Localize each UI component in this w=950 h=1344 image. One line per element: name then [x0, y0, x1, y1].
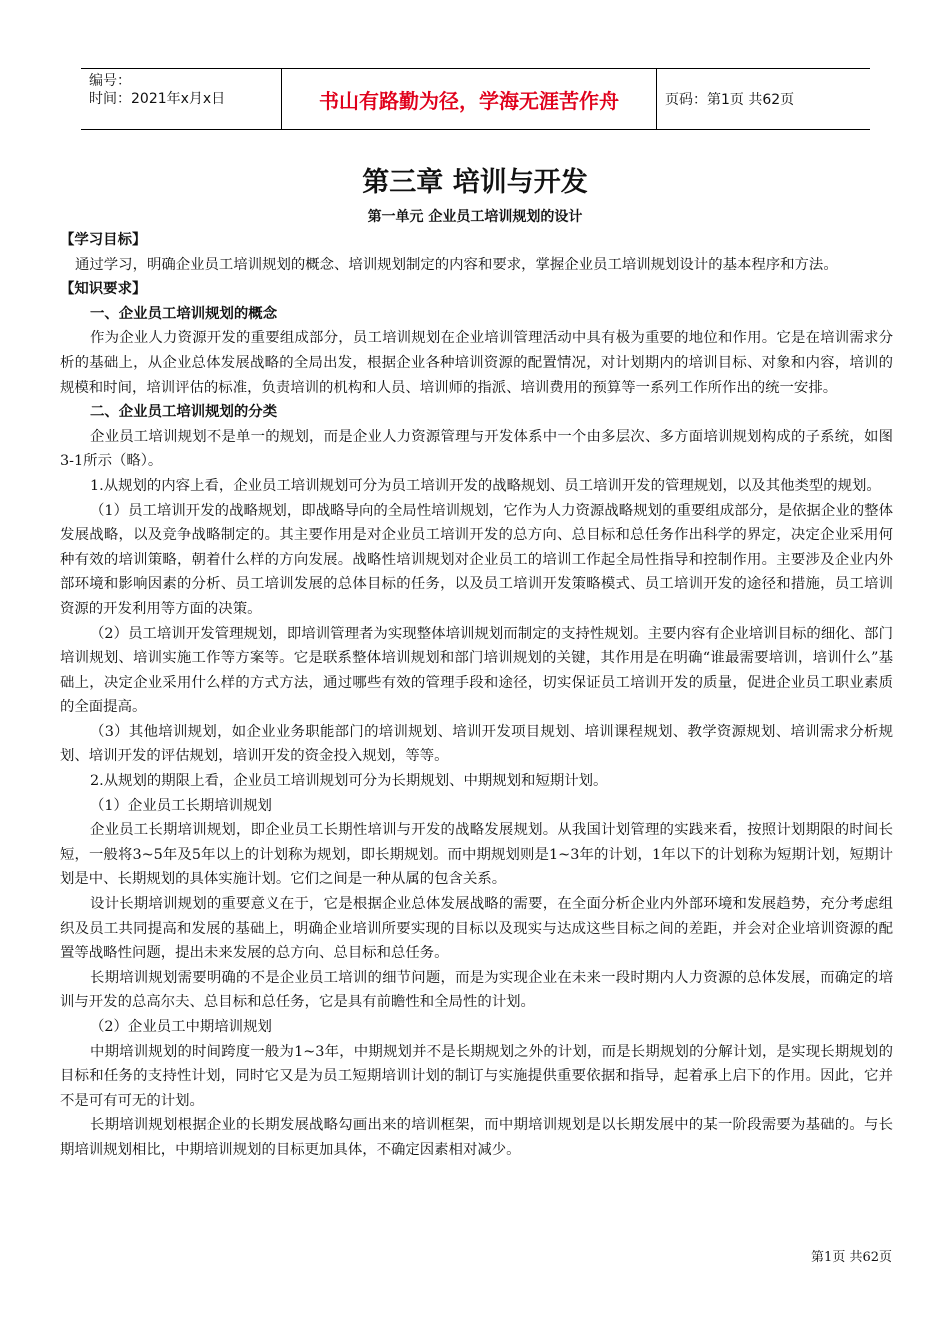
paragraph: （1）企业员工长期培训规划	[90, 797, 272, 814]
page-footer: 第1页 共62页	[811, 1250, 892, 1265]
paragraph: （2）企业员工中期培训规划	[90, 1019, 272, 1035]
subsection-heading: 二、企业员工培训规划的分类	[90, 404, 278, 421]
paragraph: 长期培训规划需要明确的不是企业员工培训的细节问题，而是为实现企业在未来一段时期内人力资源的总体发展，而确定的培训与开发的总高尔夫、总目标和总任务，它是具有前瞻性和全局性的计划。	[60, 969, 893, 1011]
unit-title: 第一单元 企业员工培训规划的设计	[367, 209, 583, 225]
paragraph: 企业员工长期培训规划，即企业员工长期性培训与开发的战略发展规划。从我国计划管理的实践来看，按照计划期限的时间长短，一般将3~5年及5年以上的计划称为规划，即长期规划。而中期规划则是1~3年的计划，1年以下的计划称为短期计划，短期计划是中、长期规划的具体实施计划。它们之间是一种从属的包含关系。	[60, 822, 893, 888]
chapter-title: 第三章 培训与开发	[362, 167, 588, 198]
paragraph: 作为企业人力资源开发的重要组成部分，员工培训规划在企业培训管理活动中具有极为重要的地位和作用。它是在培训需求分析的基础上，从企业总体发展战略的全局出发，根据企业各种培训资源的配置情况，对计划期内的培训目标、对象和内容，培训的规模和时间，培训评估的标准，负责培训的机构和人员、培训师的指派、培训费用的预算等一系列工作所作出的统一安排。	[60, 330, 893, 396]
section-heading: 【学习目标】	[60, 232, 147, 248]
subsection-heading: 一、企业员工培训规划的概念	[90, 305, 278, 322]
paragraph: （3）其他培训规划，如企业业务职能部门的培训规划、培训开发项目规划、培训课程规划、教学资源规划、培训需求分析规划、培训开发的评估规划，培训开发的资金投入规划，等等。	[60, 723, 893, 765]
paragraph: 1.从规划的内容上看，企业员工培训规划可分为员工培训开发的战略规划、员工培训开发的管理规划，以及其他类型的规划。	[90, 477, 881, 494]
number-label: 编号：	[89, 73, 131, 89]
paragraph: 企业员工培训规划不是单一的规划，而是企业人力资源管理与开发体系中一个由多层次、多方面培训规划构成的子系统，如图3-1所示（略）。	[60, 428, 893, 470]
paragraph: 通过学习，明确企业员工培训规划的概念、培训规划制定的内容和要求，掌握企业员工培训规划设计的基本程序和方法。	[75, 256, 838, 273]
paragraph: 2.从规划的期限上看，企业员工培训规划可分为长期规划、中期规划和短期计划。	[90, 773, 608, 790]
paragraph: （2）员工培训开发管理规划，即培训管理者为实现整体培训规划而制定的支持性规划。主要内容有企业培训目标的细化、部门培训规划、培训实施工作等方案等。它是联系整体培训规划和部门培训规划的关键，其作用是在明确“谁最需要培训，培训什么”基础上，决定企业采用什么样的方式方法，通过哪些有效的管理手段和途径，切实保证员工培训开发的质量，促进企业员工职业素质的全面提高。	[60, 625, 893, 716]
paragraph: 设计长期培训规划的重要意义在于，它是根据企业总体发展战略的需要，在全面分析企业内外部环境和发展趋势，充分考虑组织及员工共同提高和发展的基础上，明确企业培训所要实现的目标以及现实与达成这些目标之间的差距，并会对企业培训资源的配置等战略性问题，提出未来发展的总方向、总目标和总任务。	[60, 896, 893, 962]
section-heading: 【知识要求】	[60, 281, 147, 298]
header-meta	[81, 69, 281, 129]
paragraph: 长期培训规划根据企业的长期发展战略勾画出来的培训框架，而中期培训规划是以长期发展中的某一阶段需要为基础的。与长期培训规划相比，中期培训规划的目标更加具体，不确定因素相对减少。	[60, 1117, 893, 1158]
document-body	[60, 228, 893, 1163]
motto: 书山有路勤为径，学海无涯苦作舟	[319, 88, 619, 113]
header-page-info: 页码：第1页 共62页	[665, 92, 795, 108]
paragraph: 中期培训规划的时间跨度一般为1~3年，中期规划并不是长期规划之外的计划，而是长期规划的分解计划，是实现长期规划的目标和任务的支持性计划，同时它又是为员工短期培训计划的制订与实施提供重要依据和指导，起着承上启下的作用。因此，它并不是可有可无的计划。	[60, 1043, 893, 1109]
paragraph: （1）员工培训开发的战略规划，即战略导向的全局性培训规划，它作为人力资源战略规划的重要组成部分，是依据企业的整体发展战略，以及竞争战略制定的。其主要作用是对企业员工培训开发的总方向、总目标和总任务作出科学的界定，决定企业采用何种有效的培训策略，朝着什么样的方向发展。战略性培训规划对企业员工的培训工作起全局性指导和控制作用。主要涉及企业内外部环境和影响因素的分析、员工培训发展的总体目标的任务，以及员工培训开发策略模式、员工培训开发的途径和措施，员工培训资源的开发利用等方面的决策。	[60, 502, 893, 617]
page-header	[81, 68, 870, 130]
time-label: 时间：2021年x月x日	[89, 91, 226, 107]
header-motto-cell	[281, 69, 657, 129]
